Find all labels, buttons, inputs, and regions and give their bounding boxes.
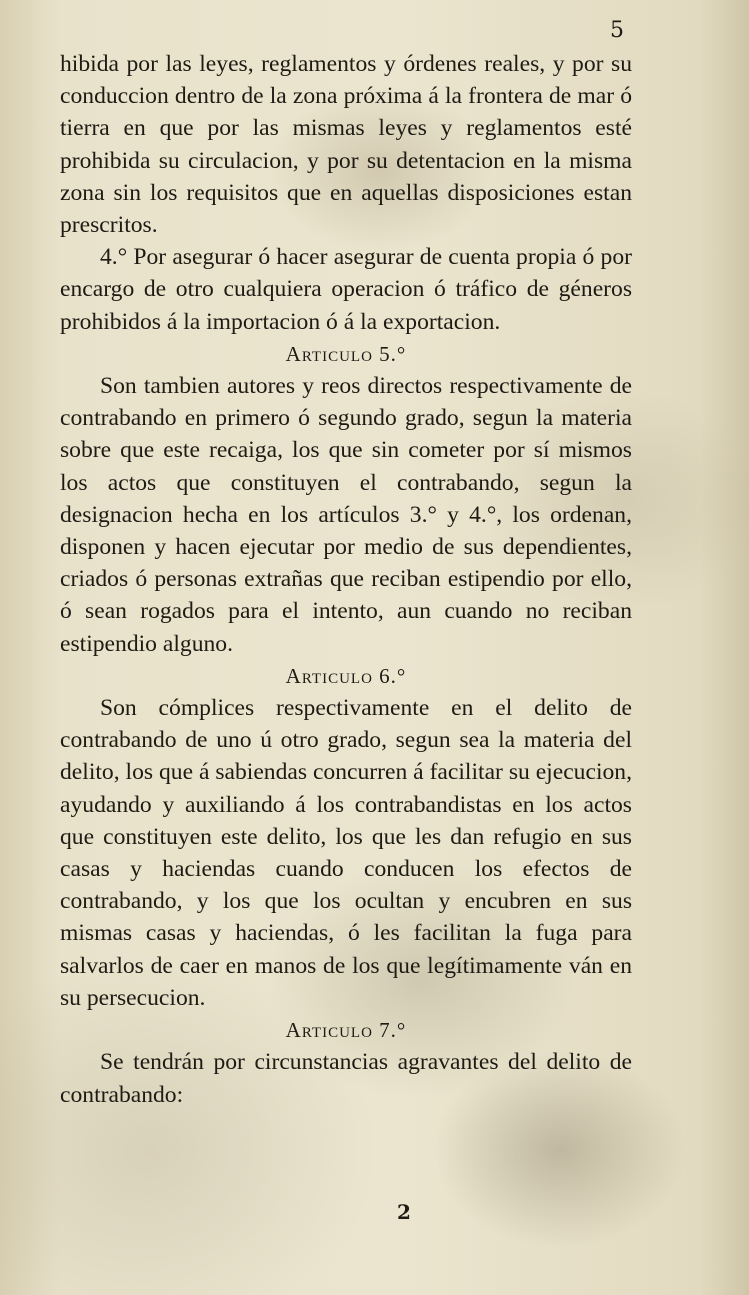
paragraph-continuation: hibida por las leyes, reglamentos y órdenes reales, y por su conduccion dentro de la zona próxima á la frontera de mar ó tierra en que por las mismas leyes y reglamentos esté prohibida su circulacion, y por su detentacion en la misma zona sin los requisitos que en aquellas disposiciones estan prescritos.: [60, 51, 632, 239]
article-7-text: Se tendrán por circunstancias agravantes del delito de contrabando:: [60, 1049, 632, 1108]
article-7-heading: Articulo 7.°: [285, 1018, 407, 1043]
body-text: [60, 48, 632, 1111]
signature-mark: 2: [397, 1200, 411, 1224]
article-5-text: Son tambien autores y reos directos respectivamente de contrabando en primero ó segundo grado, segun la materia sobre que este recaiga, los que sin cometer por sí mismos los actos que constituyen el contrabando, segun la designacion hecha en los artículos 3.° y 4.°, los ordenan, disponen y hacen ejecutar por medio de sus dependientes, criados ó personas extrañas que reciban estipendio por ello, ó sean rogados para el intento, aun cuando no reciban estipendio alguno.: [60, 373, 632, 657]
article-6-text: Son cómplices respectivamente en el delito de contrabando de uno ú otro grado, segun sea la materia del delito, los que á sabiendas concurren á facilitar su ejecucion, ayudando y auxiliando á los contrabandistas en los actos que constituyen este delito, los que les dan refugio en sus casas y haciendas cuando conducen los efectos de contrabando, y los que los ocultan y encubren en sus mismas casas y haciendas, ó les facilitan la fuga para salvarlos de caer en manos de los que legítimamente ván en su persecucion.: [60, 695, 632, 1011]
article-5-heading: Articulo 5.°: [285, 341, 407, 366]
paragraph-item-4: 4.° Por asegurar ó hacer asegurar de cuenta propia ó por encargo de otro cualquiera operacion ó tráfico de géneros prohibidos á la importacion ó á la exportacion.: [60, 244, 632, 335]
article-6-heading: Articulo 6.°: [285, 663, 407, 688]
page-number: 5: [610, 18, 624, 43]
